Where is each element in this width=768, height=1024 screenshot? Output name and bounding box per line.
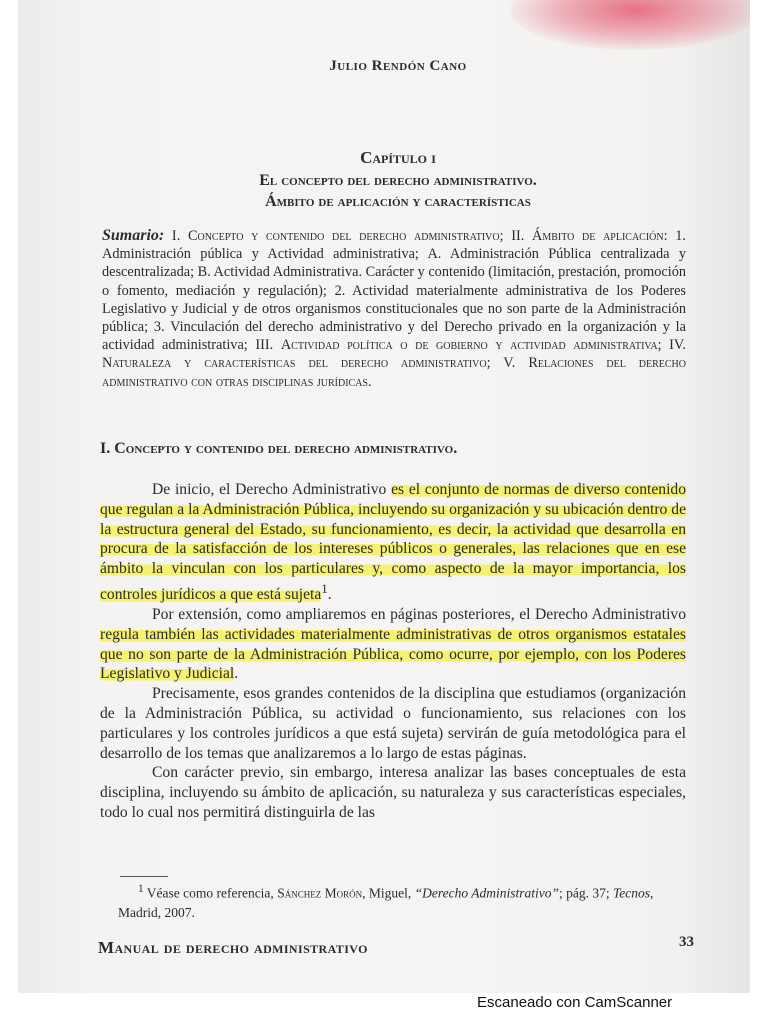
- paragraph-text: .: [234, 665, 239, 683]
- summary-text: ; II.: [499, 228, 533, 244]
- scanned-page: [18, 0, 750, 993]
- footer-book-title: Manual de derecho administrativo: [98, 938, 368, 957]
- paragraph: Precisamente, esos grandes contenidos de la disciplina que estudiamos (organización de la Administración Pública, su actividad o funcionamiento, sus relaciones con los particulares y los controles jurídicos a que está sujeta) servirán de guía metodológica para el desarrollo de los temas que analizaremos a lo largo de estas páginas.: [100, 685, 686, 762]
- summary-text: Ámbito de aplicación: [532, 228, 664, 244]
- paragraph-text: De inicio, el Derecho Administrativo: [152, 481, 392, 498]
- footnote-text: Véase como referencia,: [143, 885, 278, 901]
- footnote-book-title: “Derecho Administrativo”: [414, 885, 559, 901]
- summary-text: Actividad política o de gobierno y actividad administrativa: [280, 337, 658, 354]
- chapter-title-line-2: Ámbito de aplicación y características: [265, 193, 531, 210]
- section-heading: I. Concepto y contenido del derecho administrativo.: [100, 440, 458, 457]
- body-text: [100, 480, 686, 823]
- footnote-ref: 1: [321, 580, 328, 596]
- footnote-text: , Madrid, 2007.: [118, 885, 654, 920]
- summary: [102, 227, 686, 391]
- summary-text: .: [367, 373, 372, 390]
- paragraph: Con carácter previo, sin embargo, interesa analizar las bases conceptuales de esta disciplina, incluyendo su ámbito de aplicación, su naturaleza y sus características especiales, todo lo cual nos permitirá distinguirla de las: [100, 764, 686, 821]
- highlighted-text: es el conjunto de normas de diverso contenido que regulan a la Administración Pública, incluyendo su organización y su ubicación dentro de la estructura general del Estado, su funcionamiento, es decir, la actividad que desarrolla en procura de la satisfacción de los intereses públicos o generales, las relaciones que en ese ámbito la vinculan con los particulares y, como aspecto de la mayor importancia, los controles jurídicos a que está sujeta: [100, 481, 686, 604]
- paragraph-text: Por extensión, como ampliaremos en páginas posteriores, el Derecho Administrativo: [152, 605, 686, 623]
- footnote-number: 1: [138, 883, 144, 895]
- paragraph: [100, 605, 686, 684]
- summary-text: : 1. Administración pública y Actividad administrativa; A. Administración Pública centralizada y descentralizada; B. Actividad Administrativa. Carácter y contenido (limitación, prestación, promoción o fomento, mediación y regulación); 2. Actividad materialmente administrativa de los Poderes Legislativo y Judicial y de otros organismos constitucionales que no son parte de la Administración pública; 3. Vinculación del derecho administrativo y del Derecho privado en la organización y la actividad administrativa; III.: [102, 228, 687, 354]
- summary-text: Naturaleza y características del derecho administrativo: [102, 355, 487, 372]
- highlighted-text: regula también las actividades materialmente administrativas de otros organismos estatales que no son parte de la Administración Pública, como ocurre, por ejemplo, con los Poderes Legislativo y Judicial: [100, 625, 686, 683]
- summary-text: Relaciones del derecho administrativo con otras disciplinas jurídicas: [102, 355, 686, 390]
- footnote-publisher: Tecnos: [612, 885, 650, 901]
- footnote-text: ; pág. 37;: [558, 885, 613, 901]
- summary-text: ; IV.: [657, 337, 686, 354]
- footnote-text: , Miguel,: [362, 885, 415, 901]
- paragraph: [100, 480, 686, 605]
- chapter-label: Capítulo i: [360, 148, 436, 167]
- footnote-author: Sánchez Morón: [277, 885, 363, 901]
- camscanner-watermark: Escaneado con CamScanner: [477, 994, 673, 1011]
- footnote-divider: [120, 876, 168, 877]
- running-head: Julio Rendón Cano: [329, 58, 467, 74]
- summary-text: Concepto y contenido del derecho administrativo: [187, 228, 500, 244]
- chapter-title: [98, 170, 698, 212]
- page-number: 33: [679, 934, 694, 950]
- paragraph-text: .: [327, 586, 332, 604]
- summary-text: I.: [164, 228, 188, 244]
- footnote: [118, 880, 688, 922]
- pink-stain: [510, 0, 750, 50]
- summary-text: ; V.: [486, 355, 529, 372]
- summary-label: Sumario:: [102, 227, 165, 244]
- chapter-title-line-1: El concepto del derecho administrativo.: [259, 172, 537, 189]
